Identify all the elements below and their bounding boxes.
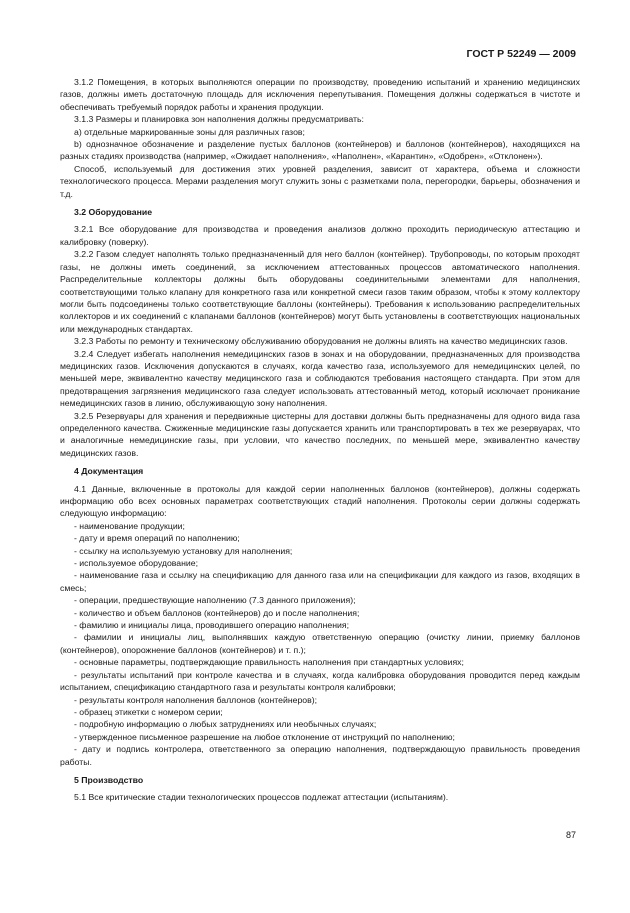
- paragraph-3-1-2: 3.1.2 Помещения, в которых выполняются операции по производству, проведению испытаний и хранению медицинских газов, должны иметь достаточную площадь для исключения перепутывания. Помещения должны содержаться в чистоте и обеспечивать требуемый порядок работы и хранения продукции.: [60, 77, 580, 112]
- list-item: - образец этикетки с номером серии;: [74, 706, 223, 717]
- list-item: - результаты испытаний при контроле качества и в случаях, когда калибровка оборудования проводится перед каждым испытанием, спецификацию стандартного газа и результаты контроля калибровки;: [60, 669, 580, 693]
- paragraph-separation-method: Способ, используемый для достижения этих уровней разделения, зависит от характера, объема и сложности технологического процесса. Мерами разделения могут служить зоны с разметками пола, перегородки, барьеры, обозначения и т.д.: [60, 163, 580, 199]
- list-item: - наименование газа и ссылку на спецификацию для данного газа или на спецификации для каждого из газов, входящих в смесь;: [60, 570, 580, 593]
- list-item: - фамилию и инициалы лица, проводившего операцию наполнения;: [74, 620, 349, 631]
- list-item: - наименование продукции;: [74, 520, 185, 531]
- list-item: - количество и объем баллонов (контейнеров) до и после наполнения;: [74, 607, 360, 618]
- paragraph-3-2-5: 3.2.5 Резервуары для хранения и передвижные цистерны для доставки должны быть предназначены для одного вида газа определенного качества. Сжиженные медицинские газы допускается хранить или транспортировать в тех же резервуарах, что и аналогичные немедицинские газы, при условии, что качество последних, по меньшей мере, эквивалентно качеству медицинских газов.: [60, 410, 580, 458]
- list-item: - ссылку на используемую установку для наполнения;: [74, 545, 293, 556]
- list-item: - дату и время операций по наполнению;: [74, 533, 240, 544]
- list-item-b: b) однозначное обозначение и разделение пустых баллонов (контейнеров) и баллонов (контейнеров), находящихся на разных стадиях производства (например, «Ожидает наполнения», «Наполнен», «Карантин», «Одобрен», «Отклонен»).: [60, 139, 580, 162]
- list-item: - подробную информацию о любых затруднениях или необычных случаях;: [74, 719, 377, 730]
- paragraph-3-2-1: 3.2.1 Все оборудование для производства и проведения анализов должно проходить периодическую аттестацию и калибровку (поверку).: [60, 224, 580, 247]
- page-number: 87: [565, 830, 576, 840]
- list-item: - операции, предшествующие наполнению (7.3 данного приложения);: [74, 595, 356, 606]
- paragraph-4-1: 4.1 Данные, включенные в протоколы для каждой серии наполненных баллонов (контейнеров), должны содержать информацию обо всех основных параметрах соответствующих стадий наполнения. Протоколы серии должны содержать следующую информацию:: [60, 483, 580, 519]
- paragraph-3-2-3: 3.2.3 Работы по ремонту и техническому обслуживанию оборудования не должны влиять на качество медицинских газов.: [74, 336, 568, 347]
- list-item: - используемое оборудование;: [74, 558, 199, 569]
- page-content: [60, 76, 580, 804]
- document-id-header: ГОСТ Р 52249 — 2009: [466, 48, 576, 60]
- paragraph-3-2-2: 3.2.2 Газом следует наполнять только предназначенный для него баллон (контейнер). Трубопроводы, по которым проходят газы, не должны иметь соединений, за исключением аттестованных процессов автоматического наполнения. Распределительные коллекторы должны быть оборудованы соединительными элементами для наполнения, соответствующими только клапану для конкретного газа или конкретной смеси газов таким образом, чтобы к этому коллектору могли быть подсоединены только соответствующие баллоны (контейнеры). Требования к использованию распределительных коллекторов и их соединений с клапанами баллонов (контейнеров) могут быть установлены в соответствующих национальных или международных стандартах.: [60, 249, 580, 334]
- list-item: - основные параметры, подтверждающие правильность наполнения при стандартных условиях;: [74, 657, 464, 668]
- list-item: - фамилии и инициалы лиц, выполнявших каждую ответственную операцию (очистку линии, приемку баллонов (контейнеров), опорожнение баллонов (контейнеров) и т. п.);: [60, 632, 580, 655]
- paragraph-3-1-3: 3.1.3 Размеры и планировка зон наполнения должны предусматривать:: [74, 114, 364, 125]
- list-item: - утвержденное письменное разрешение на любое отклонение от инструкций по наполнению;: [74, 731, 455, 742]
- paragraph-3-2-4: 3.2.4 Следует избегать наполнения немедицинских газов в зонах и на оборудовании, предназначенных для производства медицинских газов. Исключения допускаются в случаях, когда качество газа, используемого для немедицинских целей, по меньшей мере, эквивалентно качеству медицинского газа и соблюдаются требования настоящего стандарта. При этом для предотвращения загрязнения медицинского газа следует использовать аттестованный метод, который исключает проникание немедицинских газов в линию, обслуживающую зону наполнения.: [60, 348, 580, 409]
- paragraph-5-1: 5.1 Все критические стадии технологических процессов подлежат аттестации (испытаниям).: [74, 792, 449, 803]
- section-heading-3-2: 3.2 Оборудование: [74, 207, 153, 218]
- list-item: - результаты контроля наполнения баллонов (контейнеров);: [74, 694, 318, 705]
- section-heading-4: 4 Документация: [74, 466, 144, 477]
- section-heading-5: 5 Производство: [74, 774, 144, 785]
- list-item-a: a) отдельные маркированные зоны для различных газов;: [74, 126, 305, 137]
- list-item: - дату и подпись контролера, ответственного за операцию наполнения, подтверждающую правильность проведения работы.: [60, 744, 580, 767]
